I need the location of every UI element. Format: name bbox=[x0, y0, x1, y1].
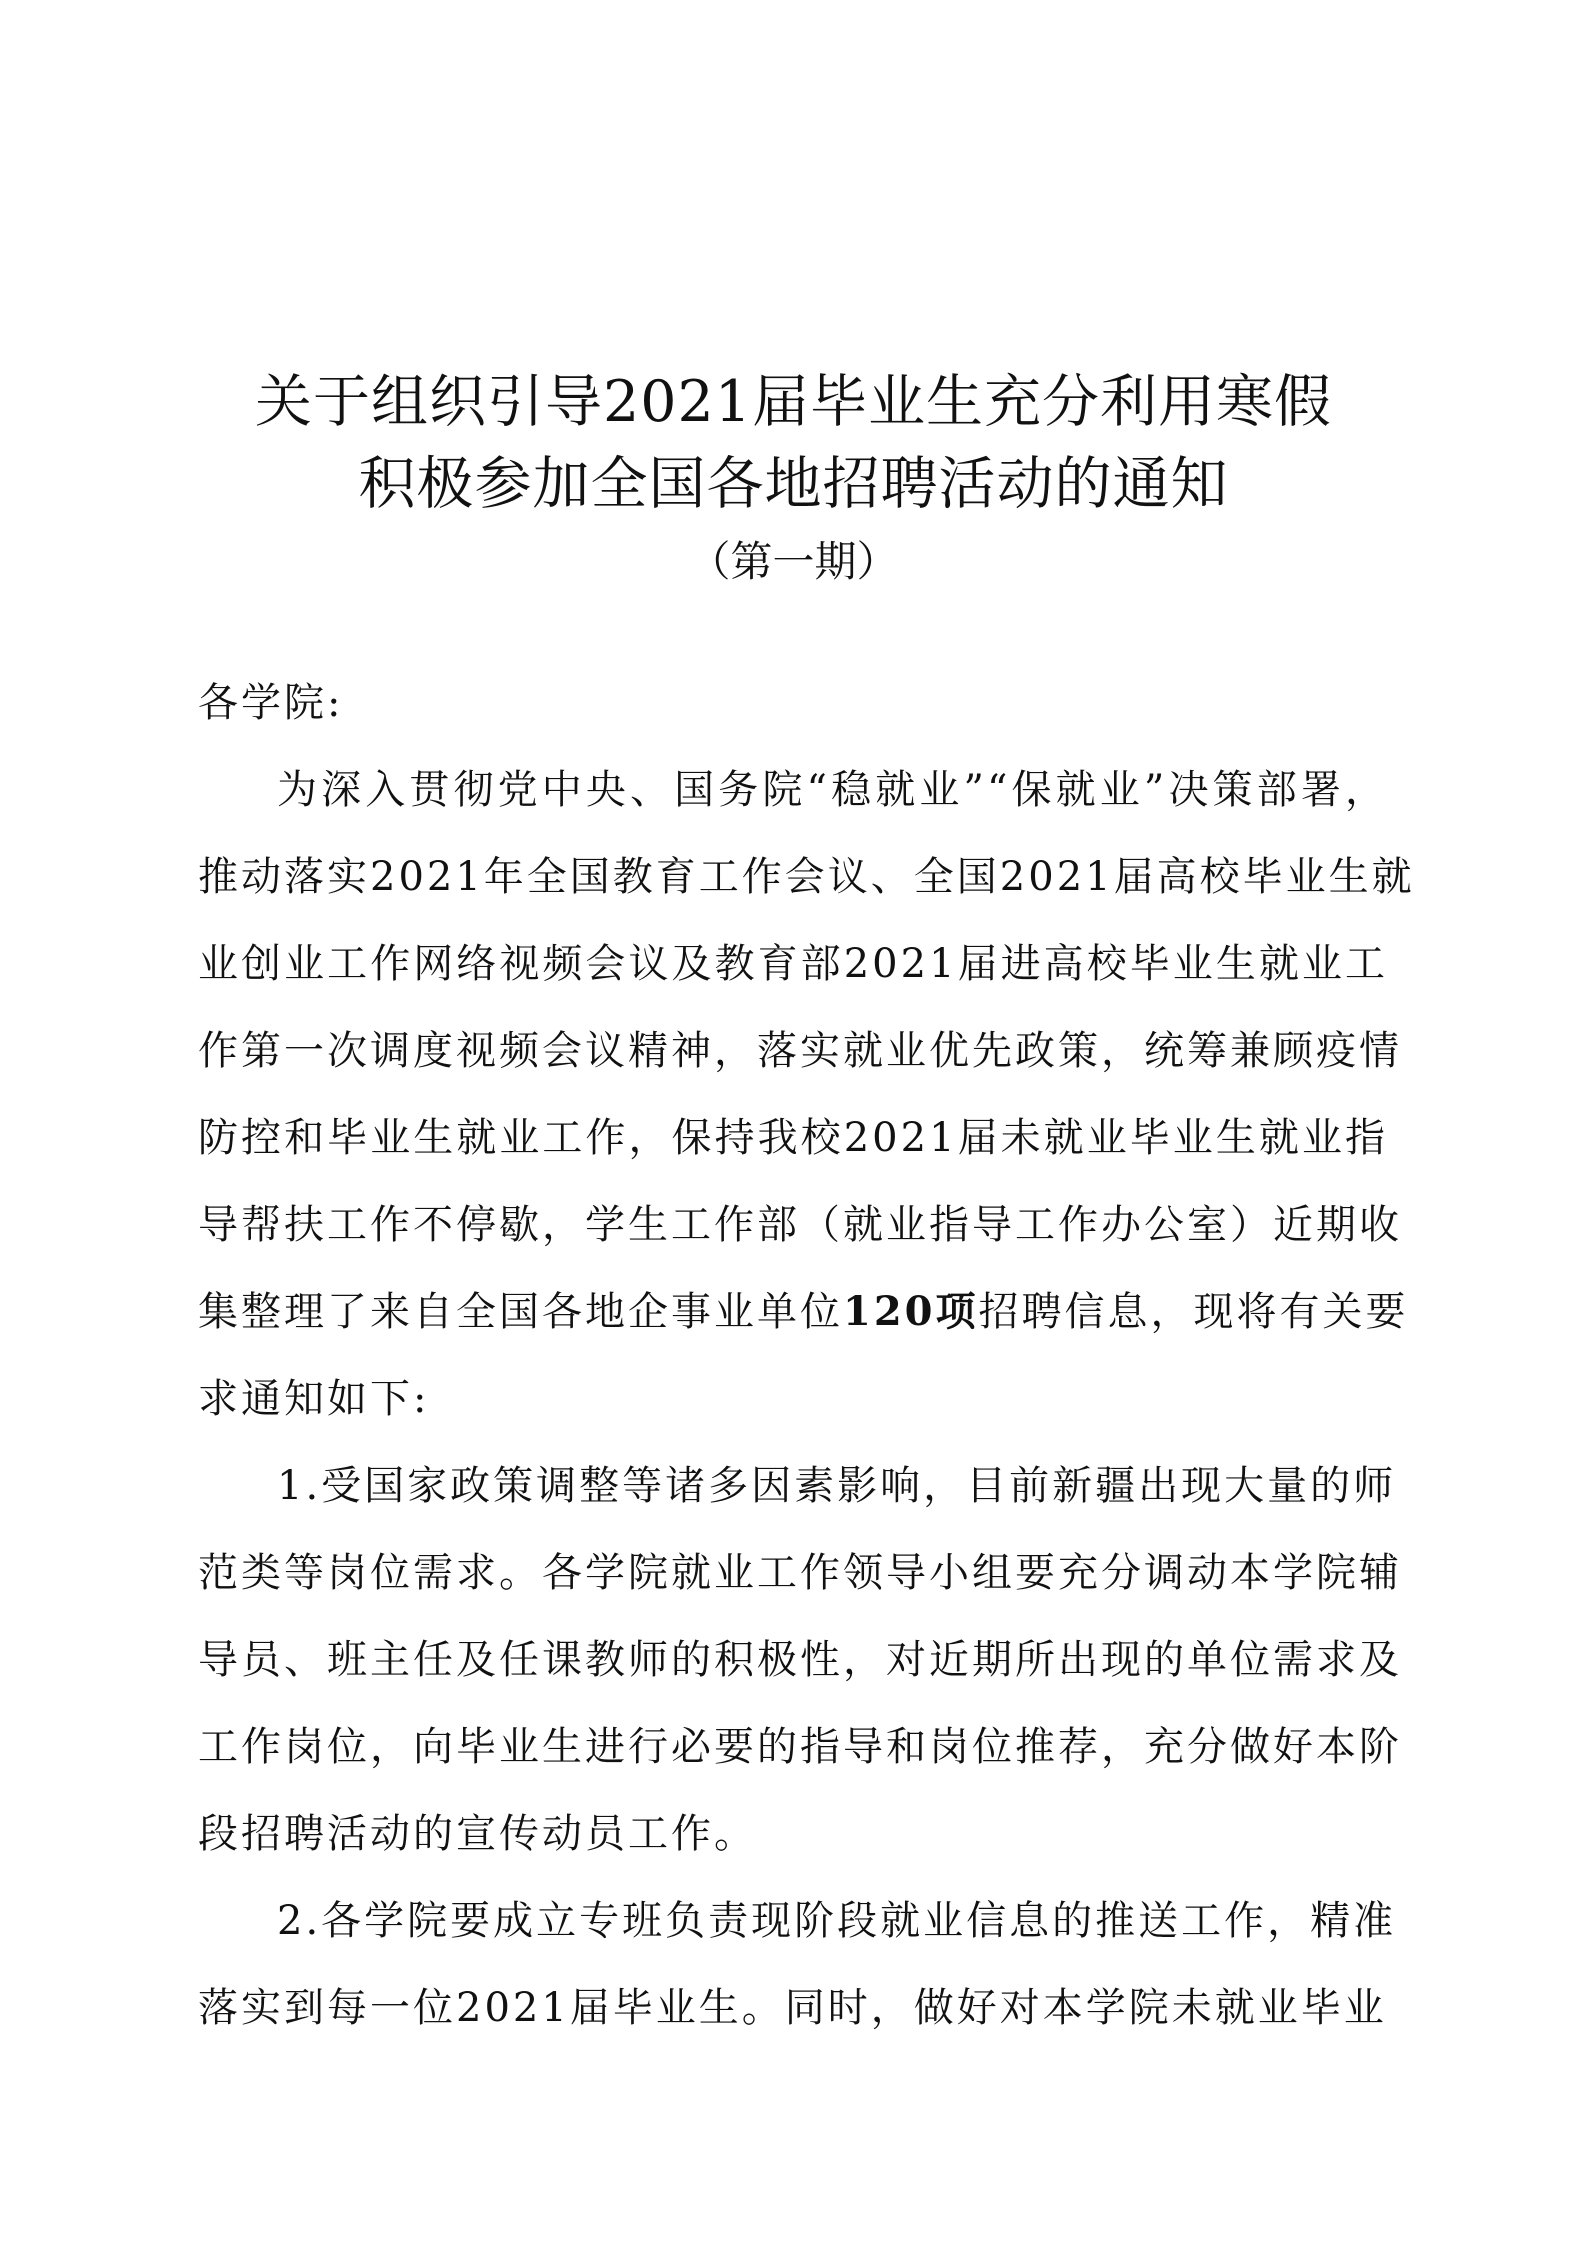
paragraph-1-line-1: 为深入贯彻党中央、国务院“稳就业”“保就业”决策部署， bbox=[277, 767, 1388, 813]
paragraph-1-line-5: 防控和毕业生就业工作，保持我校2021届未就业毕业生就业指 bbox=[198, 1115, 1388, 1161]
item-1-line-5: 段招聘活动的宣传动员工作。 bbox=[198, 1811, 757, 1857]
paragraph-1-line-2: 推动落实2021年全国教育工作会议、全国2021届高校毕业生就 bbox=[198, 854, 1415, 900]
document-title-line-2: 积极参加全国各地招聘活动的通知 bbox=[358, 451, 1229, 517]
salutation: 各学院: bbox=[198, 680, 344, 726]
paragraph-1-line-8: 求通知如下: bbox=[198, 1376, 430, 1422]
paragraph-1-line-4: 作第一次调度视频会议精神，落实就业优先政策，统筹兼顾疫情 bbox=[198, 1028, 1402, 1074]
item-2-line-1: 2.各学院要成立专班负责现阶段就业信息的推送工作，精准 bbox=[277, 1898, 1397, 1944]
document-subtitle: （第一期） bbox=[688, 537, 899, 586]
paragraph-1-line-3: 业创业工作网络视频会议及教育部2021届进高校毕业生就业工 bbox=[198, 941, 1388, 987]
item-1-line-3: 导员、班主任及任课教师的积极性，对近期所出现的单位需求及 bbox=[198, 1637, 1402, 1683]
paragraph-1-line-7-text-after: 招聘信息，现将有关要 bbox=[978, 1289, 1409, 1335]
item-1-line-2: 范类等岗位需求。各学院就业工作领导小组要充分调动本学院辅 bbox=[198, 1550, 1402, 1596]
item-1-line-4: 工作岗位，向毕业生进行必要的指导和岗位推荐，充分做好本阶 bbox=[198, 1724, 1402, 1770]
paragraph-1-line-6: 导帮扶工作不停歇，学生工作部（就业指导工作办公室）近期收 bbox=[198, 1202, 1402, 1248]
paragraph-1-line-7 bbox=[198, 1287, 1409, 1337]
item-2-line-2: 落实到每一位2021届毕业生。同时，做好对本学院未就业毕业 bbox=[198, 1985, 1387, 2031]
document-title-line-1: 关于组织引导2021届毕业生充分利用寒假 bbox=[254, 369, 1333, 435]
job-count-highlight: 120项 bbox=[843, 1288, 979, 1335]
item-1-line-1: 1.受国家政策调整等诸多因素影响，目前新疆出现大量的师 bbox=[277, 1463, 1397, 1509]
paragraph-1-line-7-text-before: 集整理了来自全国各地企事业单位 bbox=[198, 1289, 843, 1335]
